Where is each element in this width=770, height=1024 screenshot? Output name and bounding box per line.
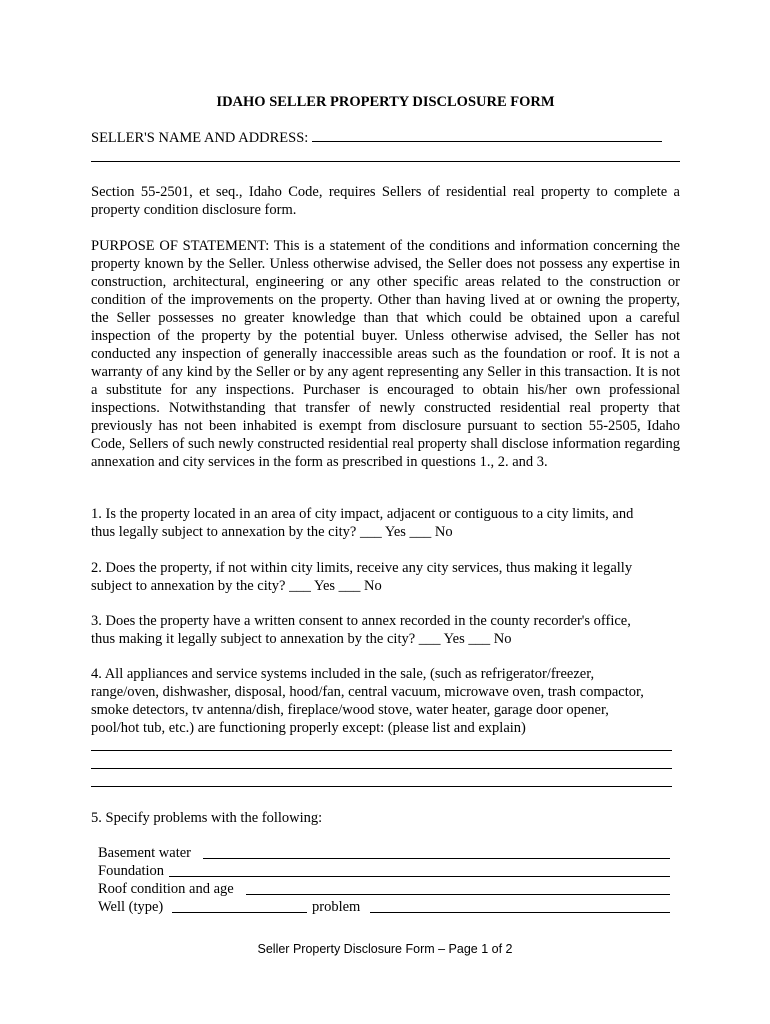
question-3 bbox=[91, 612, 680, 648]
well-problem-field[interactable] bbox=[370, 912, 670, 913]
question-4 bbox=[91, 665, 680, 737]
well-problem-label: problem bbox=[312, 899, 361, 915]
page-footer: Seller Property Disclosure Form – Page 1 of 2 bbox=[257, 942, 513, 956]
question-1 bbox=[91, 505, 680, 541]
roof-condition-field[interactable] bbox=[246, 894, 670, 895]
question-2 bbox=[91, 559, 680, 595]
well-row bbox=[98, 898, 673, 916]
purpose-statement: PURPOSE OF STATEMENT: This is a statement of the conditions and information concerning the property known by the Seller. Unless otherwise advised, the Seller does not possess any expertise in construction, architectural, engineering or any other specific areas related to the construction or condition of the improvements on the property. Other than having lived at or owning the property, the Seller possesses no greater knowledge than that which could be obtained upon a careful inspection of the property by the potential buyer. Unless otherwise advised, the Seller has not conducted any inspection of generally inaccessible areas such as the foundation or roof. It is not a warranty of any kind by the Seller or by any agent representing any Seller in this transaction. It is not a substitute for any inspections. Purchaser is encouraged to obtain his/her own professional inspections. Notwithstanding that transfer of newly constructed residential real property that previously has not been inhabited is exempt from disclosure pursuant to section 55-2505, Idaho Code, Sellers of such newly constructed residential real property shall disclose information regarding annexation and city services in the form as prescribed in questions 1., 2. and 3. bbox=[91, 238, 680, 470]
basement-water-field[interactable] bbox=[203, 858, 670, 859]
well-type-label: Well (type) bbox=[98, 899, 164, 915]
seller-name-address-field[interactable] bbox=[312, 129, 662, 142]
question-3-line-2: thus making it legally subject to annexation by the city? ___ Yes ___ No bbox=[91, 631, 512, 647]
question-4-line-1: 4. All appliances and service systems included in the sale, (such as refrigerator/freezer, bbox=[91, 666, 595, 682]
question-4-line-2: range/oven, dishwasher, disposal, hood/fan, central vacuum, microwave oven, trash compactor, bbox=[91, 684, 644, 700]
seller-name-address-line bbox=[91, 129, 662, 147]
roof-condition-row bbox=[98, 880, 673, 898]
roof-condition-label: Roof condition and age bbox=[98, 881, 234, 897]
foundation-label: Foundation bbox=[98, 863, 165, 879]
question-2-line-2: subject to annexation by the city? ___ Yes ___ No bbox=[91, 578, 382, 594]
basement-water-label: Basement water bbox=[98, 845, 192, 861]
question-5: 5. Specify problems with the following: bbox=[91, 810, 323, 826]
question-4-line-4: pool/hot tub, etc.) are functioning properly except: (please list and explain) bbox=[91, 720, 526, 736]
seller-address-second-line[interactable] bbox=[91, 161, 680, 162]
question-4-answer-line-1[interactable] bbox=[91, 750, 672, 751]
question-3-line-1: 3. Does the property have a written consent to annex recorded in the county recorder's office, bbox=[91, 613, 631, 629]
form-title: IDAHO SELLER PROPERTY DISCLOSURE FORM bbox=[216, 94, 555, 110]
question-4-answer-line-2[interactable] bbox=[91, 768, 672, 769]
foundation-field[interactable] bbox=[169, 876, 670, 877]
question-1-line-2: thus legally subject to annexation by the city? ___ Yes ___ No bbox=[91, 524, 453, 540]
question-2-line-1: 2. Does the property, if not within city limits, receive any city services, thus making it legally bbox=[91, 560, 633, 576]
question-1-line-1: 1. Is the property located in an area of city impact, adjacent or contiguous to a city limits, and bbox=[91, 506, 634, 522]
question-4-line-3: smoke detectors, tv antenna/dish, fireplace/wood stove, water heater, garage door opener, bbox=[91, 702, 609, 718]
foundation-row bbox=[98, 862, 673, 880]
seller-name-address-label: SELLER'S NAME AND ADDRESS: bbox=[91, 130, 309, 146]
basement-water-row bbox=[98, 844, 673, 862]
problem-list bbox=[98, 844, 673, 916]
question-4-answer-line-3[interactable] bbox=[91, 786, 672, 787]
well-type-field[interactable] bbox=[172, 912, 307, 913]
intro-paragraph: Section 55-2501, et seq., Idaho Code, requires Sellers of residential real property to complete a property condition disclosure form. bbox=[91, 184, 680, 218]
